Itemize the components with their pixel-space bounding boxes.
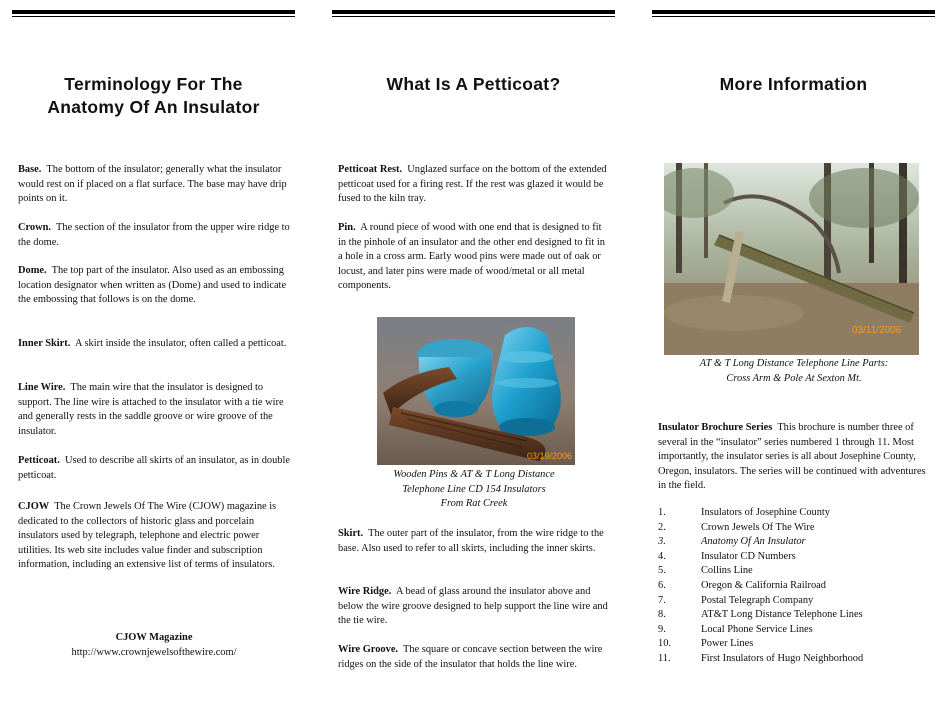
list-item	[658, 506, 930, 521]
cross-arm-pole-photo	[664, 163, 919, 355]
term-dome	[18, 264, 290, 308]
term-definition: The Crown Jewels Of The Wire (CJOW) magazine is dedicated to the collectors of historic glass and porcelain insulators used by telegraph, telephone and electric power utilities. Its web site includes value finder and subscription information, including an extensive list of terms of insulators.	[18, 501, 277, 571]
term-base	[18, 163, 290, 207]
column-more-information	[652, 0, 935, 717]
heading-line: More Information	[719, 74, 868, 94]
list-number: 10.	[658, 638, 671, 650]
more-info-heading	[652, 73, 935, 96]
brochure-series-description	[658, 421, 930, 494]
term-label: Pin.	[338, 222, 356, 233]
list-number: 6.	[658, 579, 666, 591]
list-item	[658, 564, 930, 579]
term-definition: A skirt inside the insulator, often called a petticoat.	[74, 338, 287, 349]
column-terminology	[12, 0, 295, 717]
list-label: First Insulators of Hugo Neighborhood	[701, 652, 864, 664]
term-definition: The section of the insulator from the upper wire ridge to the dome.	[18, 222, 290, 248]
top-rule	[652, 10, 935, 17]
list-number: 7.	[658, 594, 666, 606]
list-item	[658, 550, 930, 565]
term-definition: The outer part of the insulator, from the wire ridge to the base. Also used to refer to all skirts, including the inner skirts.	[338, 528, 604, 554]
term-definition: This brochure is number three of several in the “insulator” series numbered 1 through 11. Most importantly, the insulator series is all about Josephine County, Oregon, insulators. The series will be continued with adventures in the field.	[658, 422, 926, 492]
list-item	[658, 594, 930, 609]
list-number: 9.	[658, 623, 666, 635]
term-label: Line Wire.	[18, 382, 66, 393]
term-definition: Unglazed surface on the bottom of the extended petticoat used for a firing rest. If the rest was glazed it would be fused to the kiln tray.	[338, 164, 607, 205]
list-item	[658, 652, 930, 667]
list-number: 3.	[658, 536, 666, 548]
term-definition: The main wire that the insulator is designed to support. The line wire is attached to the insulator with a tie wire and generally rests in the saddle groove or wire groove of the insulator.	[18, 382, 284, 437]
cjow-footer	[18, 631, 290, 660]
list-number: 1.	[658, 507, 666, 518]
caption-line: Telephone Line CD 154 Insulators	[402, 483, 546, 495]
list-item	[658, 608, 930, 623]
list-label: Crown Jewels Of The Wire	[701, 521, 815, 533]
term-label: CJOW	[18, 501, 50, 512]
caption-line: Cross Arm & Pole At Sexton Mt.	[726, 372, 862, 384]
term-definition: Used to describe all skirts of an insulator, as in double petticoat.	[18, 455, 290, 481]
list-label: Insulators of Josephine County	[701, 507, 831, 518]
term-definition: The square or concave section between the wire ridges on the side of the insulator that holds the line wire.	[338, 644, 603, 670]
term-crown	[18, 221, 290, 250]
term-petticoat-rest	[338, 163, 610, 207]
heading-line: What Is A Petticoat?	[386, 74, 561, 94]
list-item	[658, 521, 930, 536]
list-number: 4.	[658, 550, 666, 562]
list-label: Collins Line	[701, 565, 753, 577]
terminology-heading	[12, 73, 295, 119]
list-number: 2.	[658, 521, 666, 533]
term-definition: The bottom of the insulator; generally what the insulator would rest on if placed on a flat surface. The base may have drip points on it.	[18, 164, 287, 205]
heading-line: Terminology For The	[64, 74, 243, 94]
term-line-wire	[18, 381, 290, 439]
term-label: Petticoat.	[18, 455, 60, 466]
heading-line: Anatomy Of An Insulator	[47, 97, 260, 117]
term-label: Dome.	[18, 265, 47, 276]
top-rule	[12, 10, 295, 17]
term-pin	[338, 221, 610, 294]
list-number: 5.	[658, 565, 666, 577]
caption-line: Wooden Pins & AT & T Long Distance	[393, 469, 555, 480]
pins-photo-caption	[338, 468, 610, 512]
pins-insulators-photo	[377, 317, 575, 465]
term-definition: The top part of the insulator. Also used as an embossing location designator when written as (Dome) and used to indicate the embossing that follows is on the dome.	[18, 265, 287, 306]
list-item	[658, 623, 930, 638]
cjow-url-link[interactable]: http://www.crownjewelsofthewire.com/	[71, 646, 237, 658]
term-inner-skirt	[18, 337, 290, 352]
list-label: Power Lines	[701, 638, 754, 650]
term-wire-ridge	[338, 585, 610, 629]
caption-line: AT & T Long Distance Telephone Line Parts:	[699, 358, 889, 369]
list-number: 8.	[658, 609, 666, 621]
list-label: Local Phone Service Lines	[701, 623, 813, 635]
pole-photo-caption	[658, 357, 930, 386]
petticoat-heading	[332, 73, 615, 96]
term-label: Base.	[18, 164, 42, 175]
list-label: Insulator CD Numbers	[701, 550, 796, 562]
term-label: Wire Ridge.	[338, 586, 392, 597]
column-petticoat	[332, 0, 615, 717]
list-label: Anatomy Of An Insulator	[701, 536, 806, 548]
list-item	[658, 579, 930, 594]
photo-date-stamp: 03/19/2006	[527, 451, 573, 461]
list-label: Postal Telegraph Company	[701, 594, 814, 606]
list-item	[658, 535, 930, 550]
term-skirt	[338, 527, 610, 556]
term-label: Inner Skirt.	[18, 338, 71, 349]
photo-date-stamp: 03/11/2006	[852, 325, 902, 336]
list-label: AT&T Long Distance Telephone Lines	[701, 609, 863, 621]
caption-line: From Rat Creek	[440, 498, 508, 510]
term-label: Skirt.	[338, 528, 364, 539]
term-cjow	[18, 500, 290, 573]
term-wire-groove	[338, 643, 610, 672]
term-label: Crown.	[18, 222, 52, 233]
list-label: Oregon & California Railroad	[701, 579, 826, 591]
term-label: Wire Groove.	[338, 644, 399, 655]
term-petticoat	[18, 454, 290, 483]
list-number: 11.	[658, 652, 671, 664]
term-definition: A bead of glass around the insulator above and below the wire groove designed to help support the line wire and the tie wire.	[338, 586, 608, 627]
cjow-magazine-title: CJOW Magazine	[115, 632, 193, 643]
brochure-series-list	[658, 506, 930, 667]
term-label: Insulator Brochure Series	[658, 422, 773, 433]
term-definition: A round piece of wood with one end that is designed to fit in the pinhole of an insulator and the other end designed to fit in a hole in a cross arm. Early wood pins were made out of oak or locust, and later pins were made of wood/metal or all metal components.	[338, 222, 605, 292]
top-rule	[332, 10, 615, 17]
term-label: Petticoat Rest.	[338, 164, 403, 175]
list-item	[658, 637, 930, 652]
